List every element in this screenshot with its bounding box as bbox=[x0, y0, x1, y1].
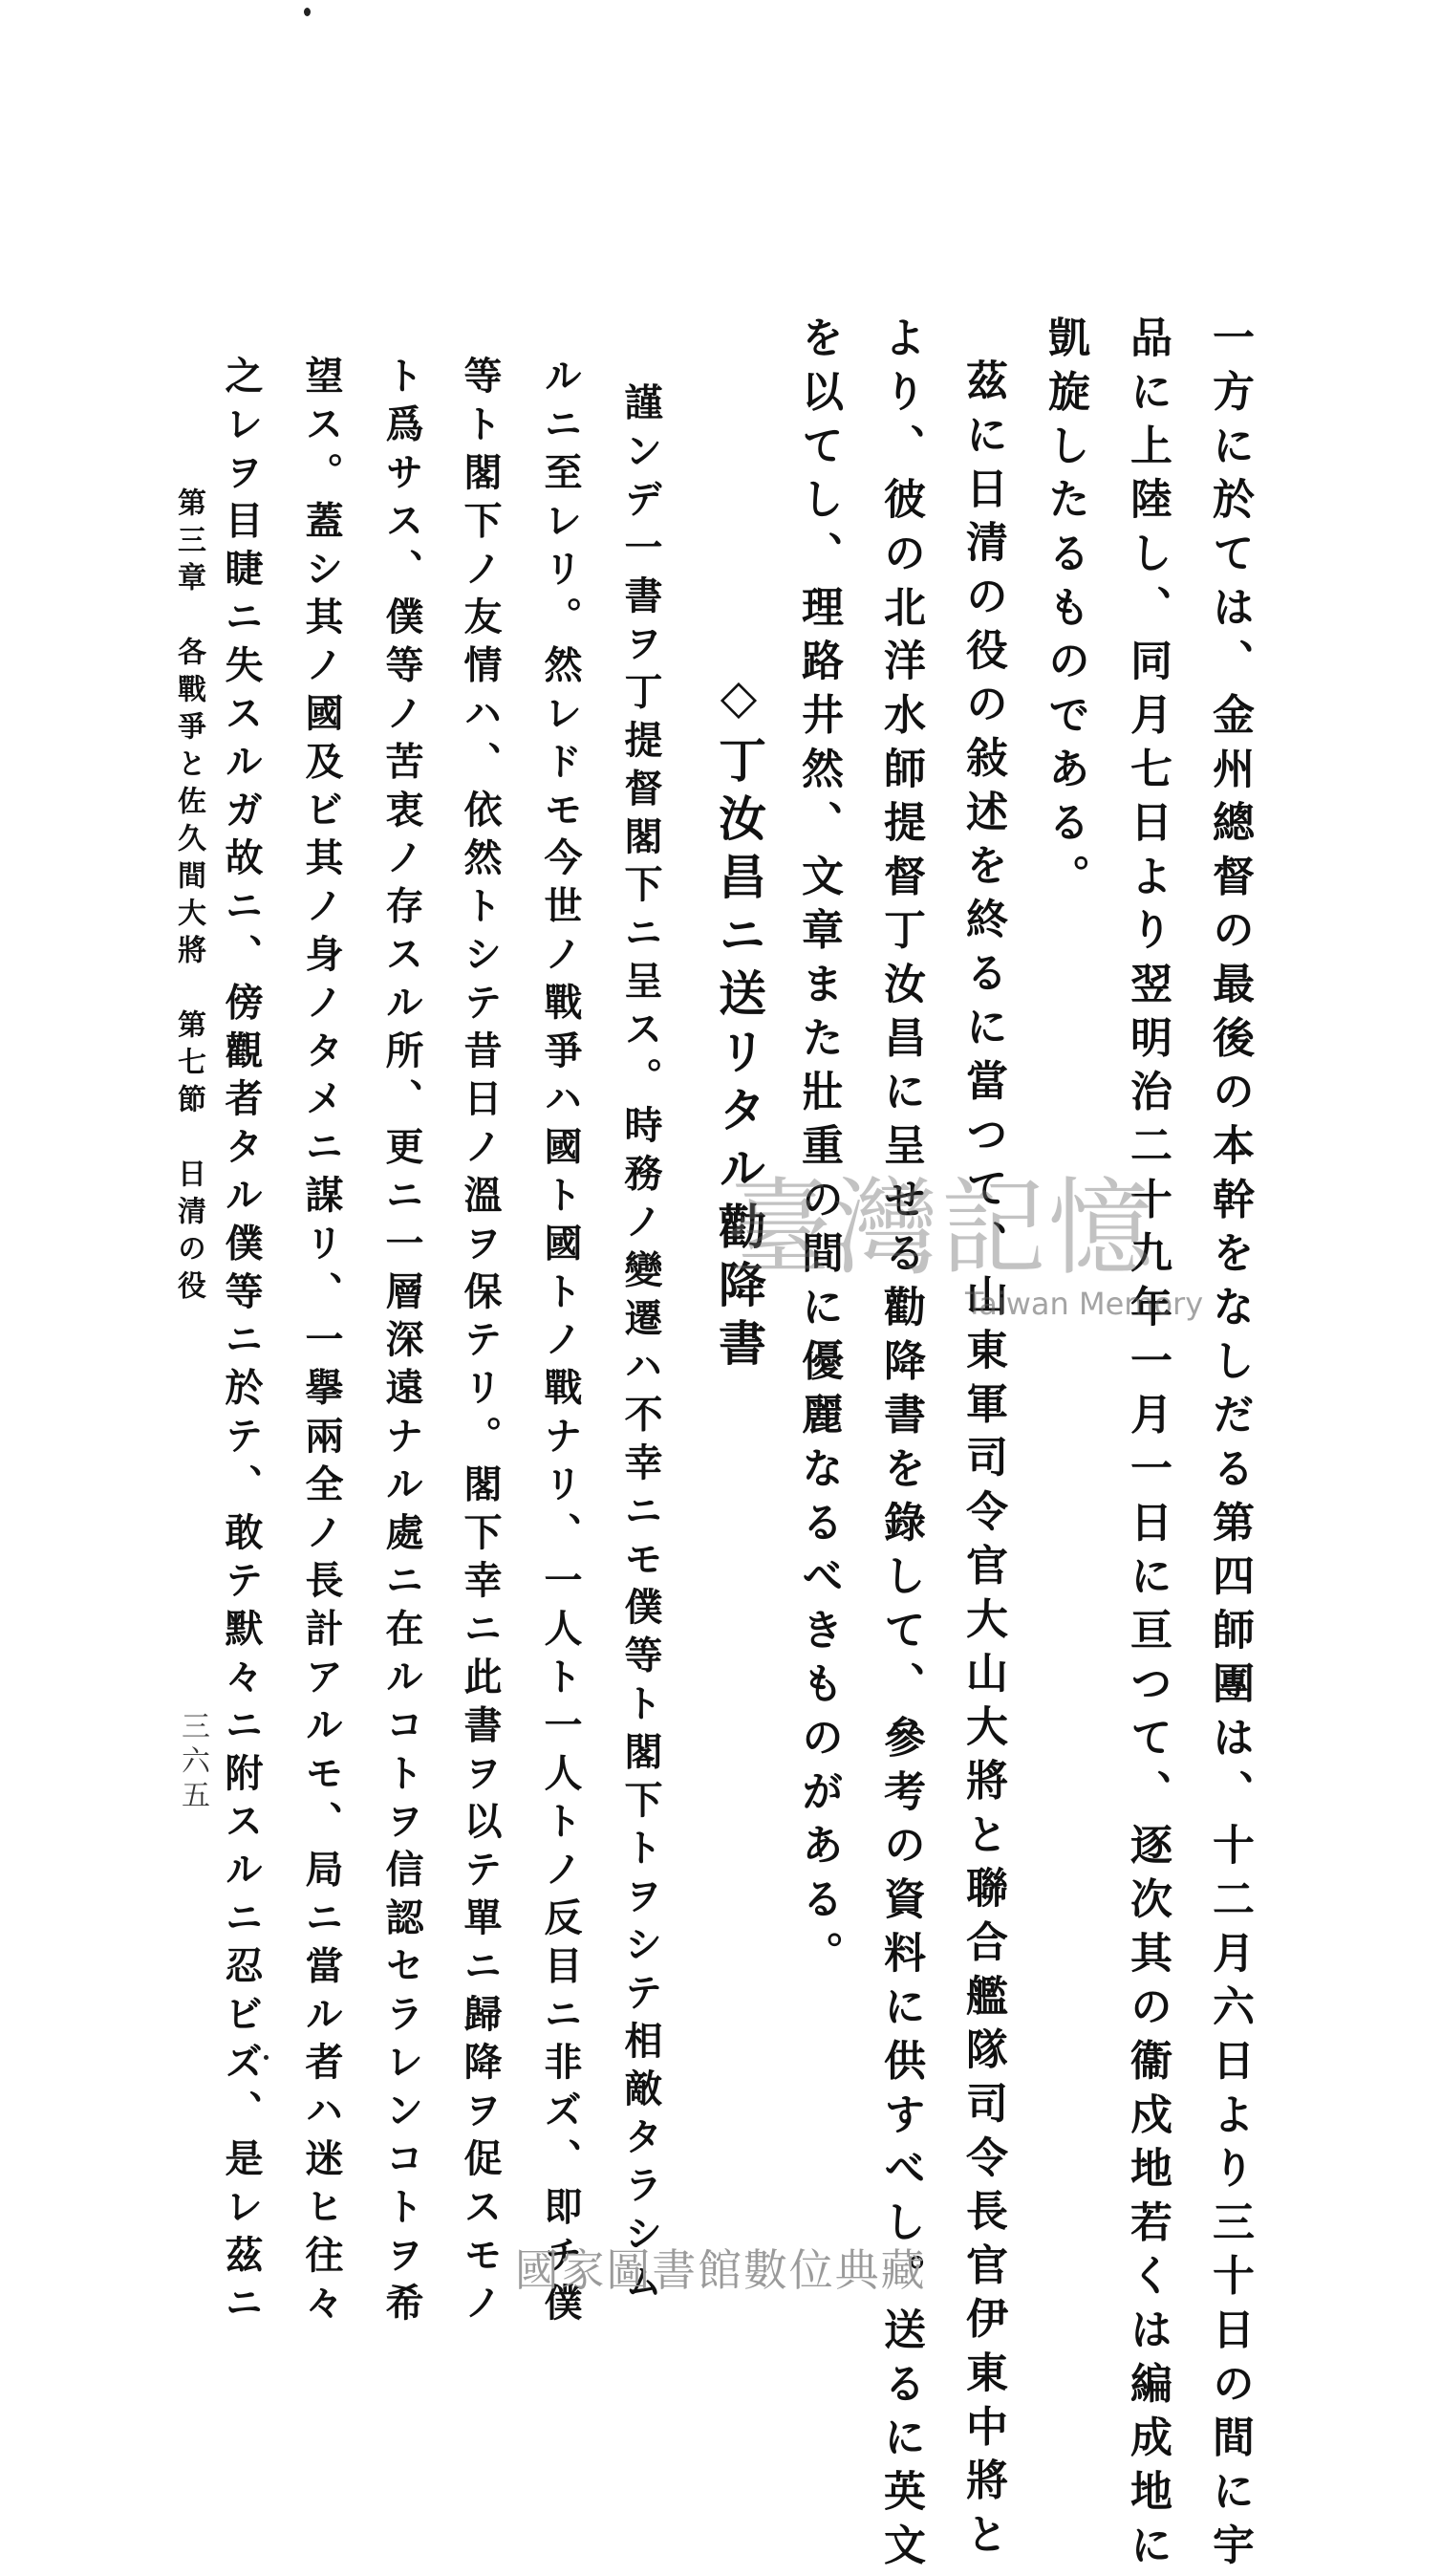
page-number: 三六五 bbox=[176, 1711, 209, 1814]
letter-column-4: ト爲サス、僕等ノ苦衷ノ存スル所、更ニ一層深遠ナル處ニ在ルコトヲ信認セラレンコトヲ希 bbox=[379, 356, 424, 2331]
footer-credit: 國家圖書館數位典藏 bbox=[514, 2244, 927, 2296]
body-column-2: 品に上陸し、同月七日より翌明治二十九年一月一日に亘つて、逐次其の衞戍地若くは編成地に bbox=[1123, 315, 1172, 2576]
letter-column-6: 之レヲ目睫ニ失スルガ故ニ、傍觀者タル僕等ニ於テ、敢テ默々ニ附スルニ忍ビズ、是レ茲ニ bbox=[219, 356, 264, 2331]
body-column-4: 茲に日清の役の敍述を終るに當つて、山東軍司令官大山大將と聯合艦隊司令長官伊東中將と bbox=[958, 358, 1007, 2566]
body-column-5: より、彼の北洋水師提督丁汝昌に呈せる勸降書を錄して、參考の資料に供すべし。送るに英文 bbox=[876, 315, 925, 2576]
letter-column-5: 望ス。蓋シ其ノ國及ビ其ノ身ノタメニ謀リ、一擧兩全ノ長計アルモ、局ニ當ル者ハ迷ヒ往々 bbox=[299, 356, 344, 2331]
section-heading: ◇丁汝昌ニ送リタル勸降書 bbox=[711, 669, 766, 1376]
watermark-logo: 臺灣記憶 bbox=[726, 1167, 1155, 1289]
running-head: 第三章 各戰爭と佐久間大將 第七節 日清の役 bbox=[172, 487, 205, 1308]
letter-column-2: ルニ至レリ。然レドモ今世ノ戰爭ハ國ト國トノ戰ナリ、一人ト一人トノ反目ニ非ズ、即チ僕 bbox=[538, 356, 583, 2331]
letter-column-1: 謹ンデ一書ヲ丁提督閣下ニ呈ス。時務ノ變遷ハ不幸ニモ僕等ト閣下トヲシテ相敵タラシム bbox=[618, 382, 663, 2309]
letter-column-3: 等ト閣下ノ友情ハ、依然トシテ昔日ノ溫ヲ保テリ。閣下幸ニ此書ヲ以テ單ニ歸降ヲ促スモノ bbox=[458, 356, 503, 2331]
body-column-1: 一方に於ては、金州總督の最後の本幹をなしだる第四師團は、十二月六日より三十日の間に宇 bbox=[1205, 315, 1254, 2576]
watermark-subtitle: Taiwan Memory bbox=[965, 1286, 1204, 1322]
scan-speck bbox=[304, 8, 311, 16]
scan-speck bbox=[264, 2055, 269, 2060]
body-column-3: 凱旋したるものである。 bbox=[1041, 315, 1089, 908]
body-column-6: を以てし、理路井然、文章また壯重の間に優麗なるべきものがある。 bbox=[794, 315, 843, 1984]
